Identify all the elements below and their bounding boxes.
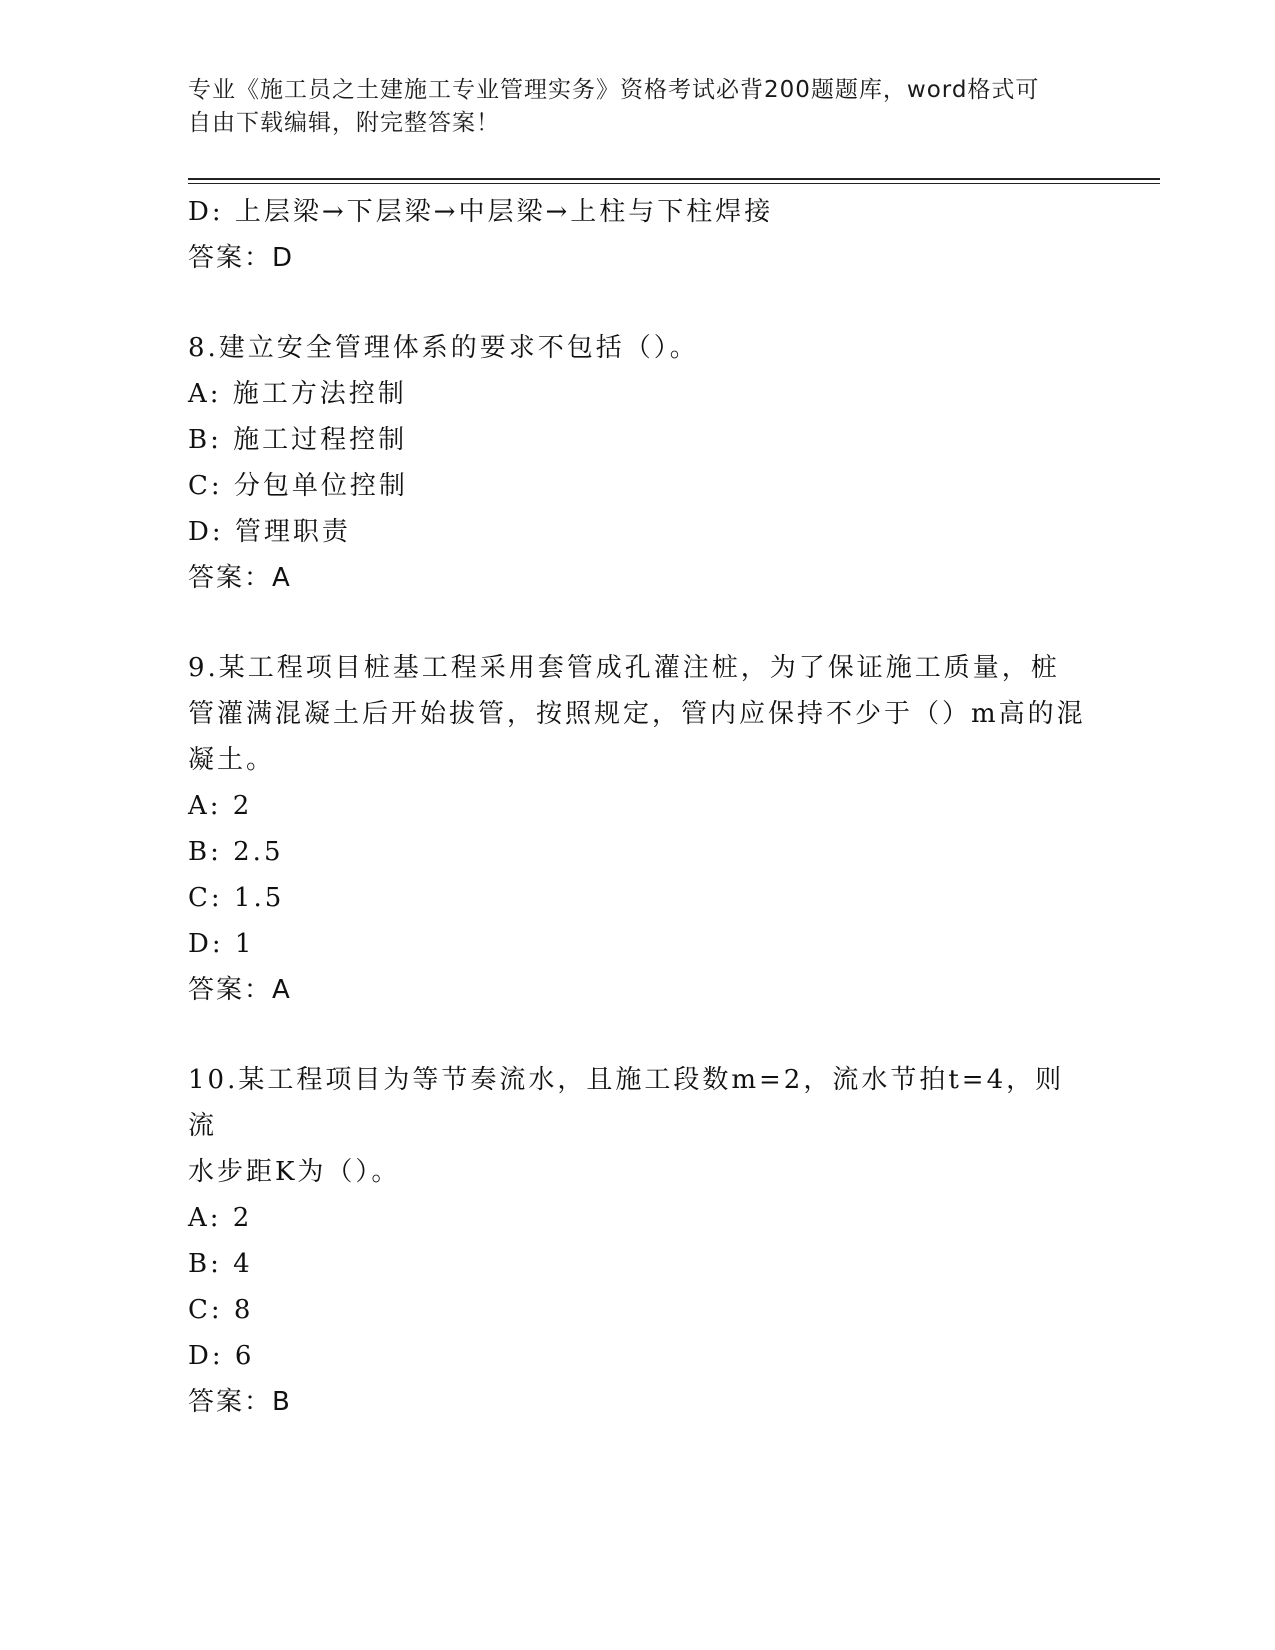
header-line-1: 专业《施工员之土建施工专业管理实务》资格考试必背200题题库，word格式可 (188, 77, 1040, 103)
question-10 (188, 1057, 1088, 1425)
header-line-2: 自由下载编辑，附完整答案！ (188, 110, 500, 136)
question-8 (188, 325, 1088, 601)
document-header (188, 74, 1068, 140)
header-divider-thick (188, 178, 1160, 180)
q8-option-d: D: 管理职责 (188, 517, 351, 547)
q7-answer: 答案：D (188, 243, 295, 273)
question-9 (188, 645, 1088, 1013)
q10-option-c: C: 8 (188, 1295, 254, 1325)
q10-option-d: D: 6 (188, 1341, 255, 1371)
question-7-tail (188, 189, 1088, 281)
q9-answer: 答案：A (188, 975, 292, 1005)
q10-question-line-2: 水步距K为（）。 (188, 1157, 401, 1187)
q8-answer: 答案：A (188, 563, 292, 593)
q8-option-c: C: 分包单位控制 (188, 471, 408, 501)
q10-question-line-1: 10.某工程项目为等节奏流水，且施工段数m=2，流水节拍t=4，则流 (188, 1065, 1065, 1141)
q10-answer: 答案：B (188, 1387, 292, 1417)
q9-option-c: C: 1.5 (188, 883, 285, 913)
q9-question-line-1: 9.某工程项目桩基工程采用套管成孔灌注桩，为了保证施工质量，桩 (188, 653, 1060, 683)
question-list (188, 189, 1088, 1425)
q9-option-d: D: 1 (188, 929, 255, 959)
q9-question-line-2: 管灌满混凝土后开始拔管，按照规定，管内应保持不少于（）m高的混 (188, 699, 1086, 729)
q8-option-b: B: 施工过程控制 (188, 425, 408, 455)
q9-option-a: A: 2 (188, 791, 253, 821)
q9-question-line-3: 凝土。 (188, 745, 276, 775)
q8-option-a: A: 施工方法控制 (188, 379, 407, 409)
q7-option-d: D: 上层梁→下层梁→中层梁→上柱与下柱焊接 (188, 197, 774, 227)
header-divider-thin (188, 183, 1160, 184)
q10-option-a: A: 2 (188, 1203, 253, 1233)
q10-option-b: B: 4 (188, 1249, 253, 1279)
q8-question: 8.建立安全管理体系的要求不包括（）。 (188, 333, 699, 363)
q9-option-b: B: 2.5 (188, 837, 284, 867)
